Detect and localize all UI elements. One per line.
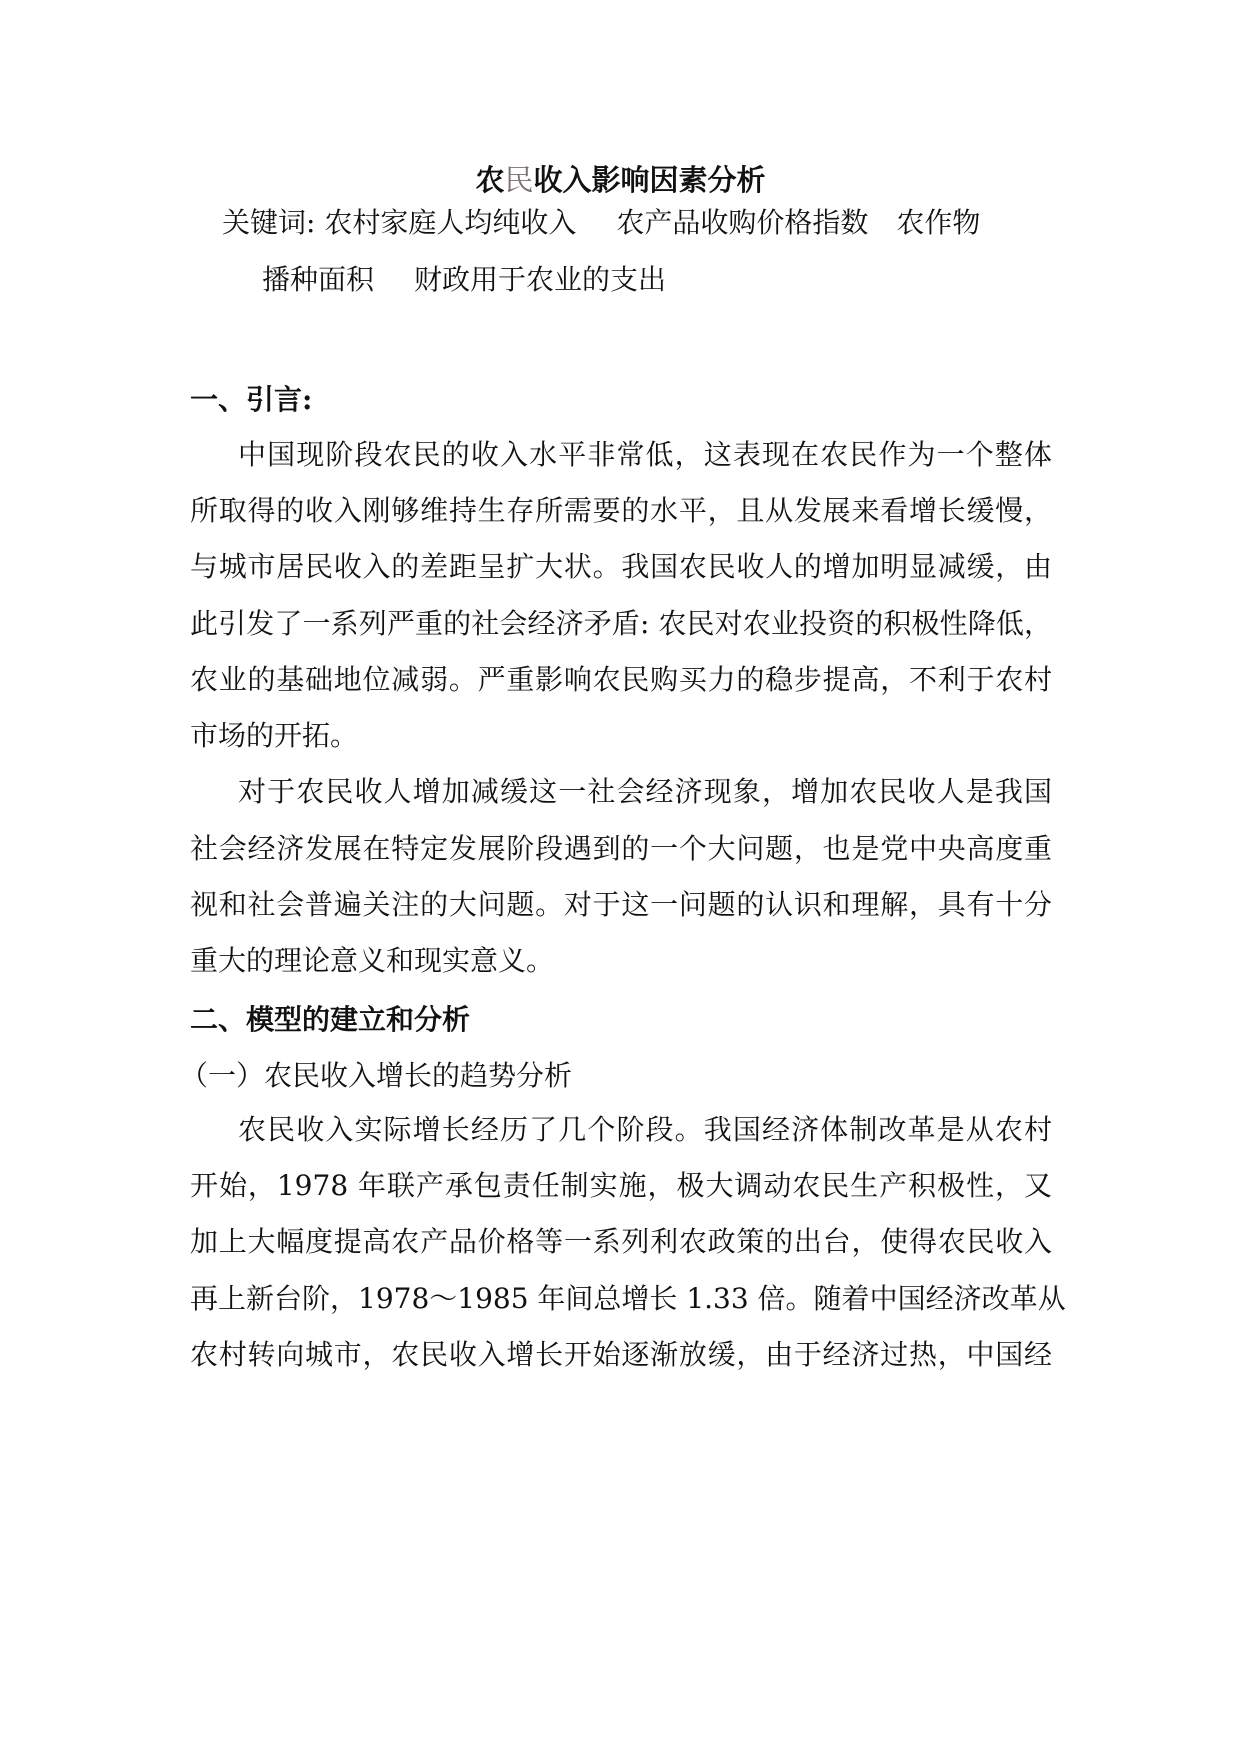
s1p1-line-2: 所取得的收入刚够维持生存所需要的水平，且从发展来看增长缓慢， — [190, 494, 1052, 527]
section-1-heading: 一、引言: — [190, 383, 313, 416]
keyword-3-continued: 播种面积 — [262, 263, 375, 296]
title-part-2: 民 — [504, 163, 534, 197]
s1p1-line-6: 市场的开拓。 — [190, 719, 359, 752]
s1p2-line-2: 社会经济发展在特定发展阶段遇到的一个大问题，也是党中央高度重 — [190, 832, 1052, 865]
keyword-1: 农村家庭人均纯收入 — [324, 206, 577, 239]
s2p1-line-4: 再上新台阶，1978～1985 年间总增长 1.33 倍。随着中国经济改革从 — [190, 1282, 1066, 1315]
s1p2-line-1: 对于农民收人增加减缓这一社会经济现象，增加农民收人是我国 — [238, 775, 1052, 808]
s2p1-line-1: 农民收入实际增长经历了几个阶段。我国经济体制改革是从农村 — [238, 1113, 1052, 1146]
s1p2-line-3: 视和社会普遍关注的大问题。对于这一问题的认识和理解，具有十分 — [190, 888, 1052, 921]
title-part-3: 收入影响因素分析 — [533, 163, 766, 197]
s2p1-line-5: 农村转向城市，农民收入增长开始逐渐放缓，由于经济过热，中国经 — [190, 1338, 1052, 1371]
s1p1-line-4: 此引发了一系列严重的社会经济矛盾: 农民对农业投资的积极性降低， — [190, 607, 1052, 640]
keyword-2: 农产品收购价格指数 — [616, 206, 869, 239]
s1p1-line-5: 农业的基础地位减弱。严重影响农民购买力的稳步提高，不利于农村 — [190, 663, 1052, 696]
s2p1-line-3: 加上大幅度提高农产品价格等一系列利农政策的出台，使得农民收入 — [190, 1225, 1052, 1258]
s1p1-line-3: 与城市居民收入的差距呈扩大状。我国农民收人的增加明显减缓，由 — [190, 550, 1052, 583]
keyword-4: 财政用于农业的支出 — [414, 263, 667, 296]
document-title — [0, 160, 1241, 200]
keywords-line-2 — [262, 260, 666, 300]
keywords-line-1 — [222, 203, 980, 243]
s1p1-line-1: 中国现阶段农民的收入水平非常低，这表现在农民作为一个整体 — [238, 438, 1052, 471]
keyword-3: 农作物 — [896, 206, 981, 239]
section-2-subheading: （一）农民收入增长的趋势分析 — [180, 1059, 573, 1092]
section-2-heading: 二、模型的建立和分析 — [190, 1003, 471, 1036]
title-part-1: 农 — [475, 163, 505, 197]
keywords-label: 关键词: — [222, 206, 316, 239]
s2p1-line-2: 开始，1978 年联产承包责任制实施，极大调动农民生产积极性，又 — [190, 1169, 1052, 1202]
s1p2-line-4: 重大的理论意义和现实意义。 — [190, 944, 555, 977]
